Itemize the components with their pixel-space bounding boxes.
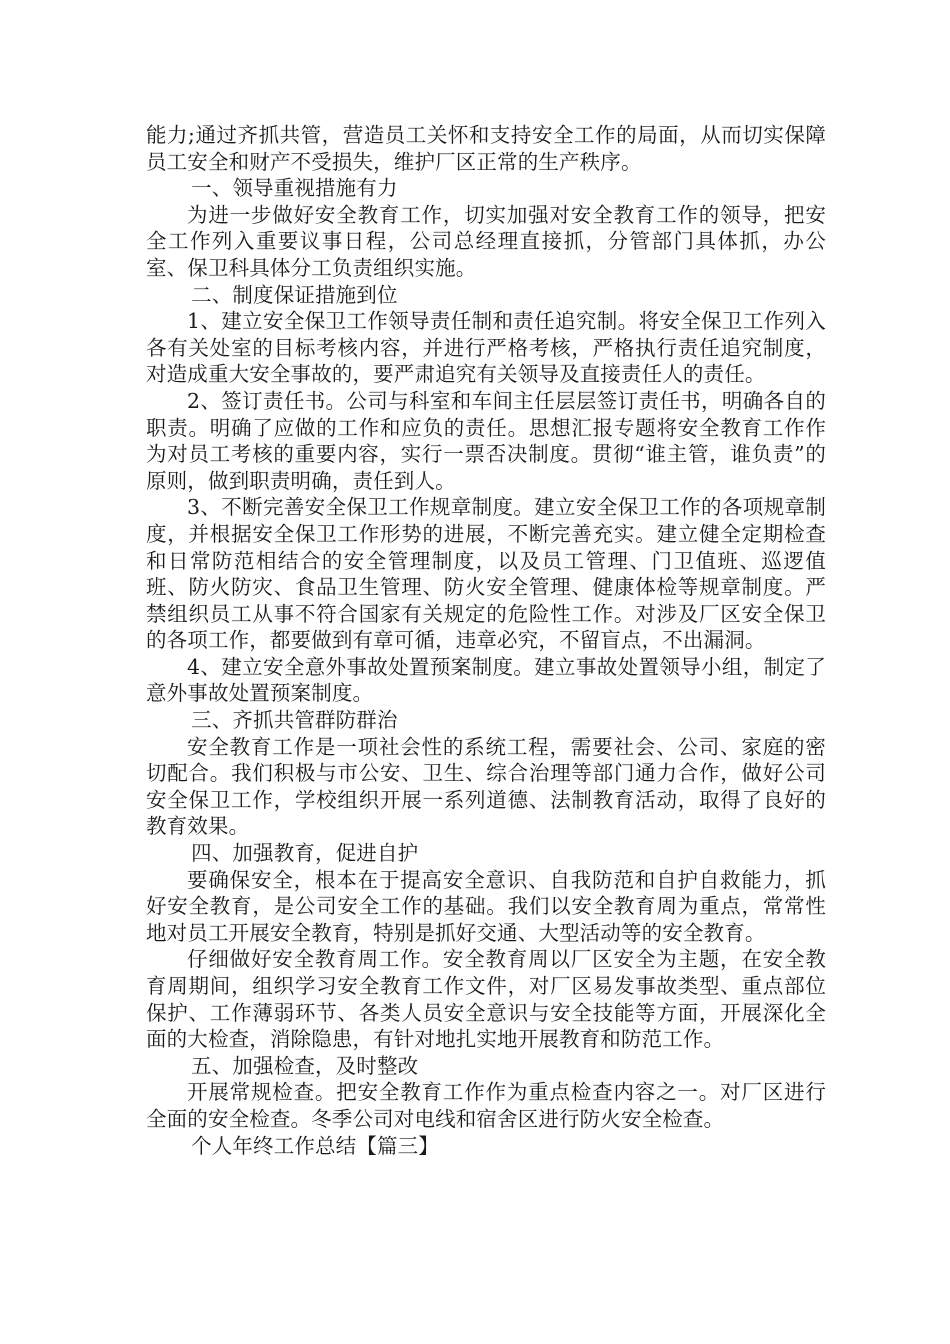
paragraph: 3、不断完善安全保卫工作规章制度。建立安全保卫工作的各项规章制度，并根据安全保卫工作形势的进展，不断完善充实。建立健全定期检查和日常防范相结合的安全管理制度，以及员工管理、门卫值班、巡逻值班、防火防灾、食品卫生管理、防火安全管理、健康体检等规章制度。严禁组织员工从事不符合国家有关规定的危险性工作。对涉及厂区安全保卫的各项工作，都要做到有章可循，违章必究，不留盲点，不出漏洞。	[146, 495, 826, 653]
section-heading-5: 五、加强检查，及时整改	[191, 1053, 419, 1078]
paragraph: 2、签订责任书。公司与科室和车间主任层层签订责任书，明确各自的职责。明确了应做的工作和应负的责任。思想汇报专题将安全教育工作作为对员工考核的重要内容，实行一票否决制度。贯彻“谁主管，谁负责”的原则，做到职责明确，责任到人。	[146, 388, 826, 493]
paragraph: 要确保安全，根本在于提高安全意识、自我防范和自护自救能力，抓好安全教育，是公司安全工作的基础。我们以安全教育周为重点，常常性地对员工开展安全教育，特别是抓好交通、大型活动等的安全教育。	[146, 867, 826, 945]
paragraph: 开展常规检查。把安全教育工作作为重点检查内容之一。对厂区进行全面的安全检查。冬季公司对电线和宿舍区进行防火安全检查。	[146, 1080, 826, 1131]
paragraph: 安全教育工作是一项社会性的系统工程，需要社会、公司、家庭的密切配合。我们积极与市公安、卫生、综合治理等部门通力合作，做好公司安全保卫工作，学校组织开展一系列道德、法制教育活动，取得了良好的教育效果。	[146, 734, 826, 839]
section-heading-1: 一、领导重视措施有力	[191, 176, 398, 201]
section-heading-4: 四、加强教育，促进自护	[191, 841, 419, 866]
paragraph: 仔细做好安全教育周工作。安全教育周以厂区安全为主题，在安全教育周期间，组织学习安全教育工作文件，对厂区易发事故类型、重点部位保护、工作薄弱环节、各类人员安全意识与安全技能等方面，开展深化全面的大检查，消除隐患，有针对地扎实地开展教育和防范工作。	[146, 947, 826, 1052]
paragraph-continuation: 能力;通过齐抓共管，营造员工关怀和支持安全工作的局面，从而切实保障员工安全和财产不受损失，维护厂区正常的生产秩序。	[146, 123, 826, 174]
next-part-title: 个人年终工作总结【篇三】	[191, 1133, 439, 1158]
section-heading-3: 三、齐抓共管群防群治	[191, 708, 398, 733]
paragraph: 4、建立安全意外事故处置预案制度。建立事故处置领导小组，制定了意外事故处置预案制度。	[146, 654, 826, 706]
paragraph: 为进一步做好安全教育工作，切实加强对安全教育工作的领导，把安全工作列入重要议事日程，公司总经理直接抓，分管部门具体抓，办公室、保卫科具体分工负责组织实施。	[146, 202, 826, 280]
document-body	[146, 122, 826, 1159]
paragraph: 1、建立安全保卫工作领导责任制和责任追究制。将安全保卫工作列入各有关处室的目标考核内容，并进行严格考核，严格执行责任追究制度，对造成重大安全事故的，要严肃追究有关领导及直接责任人的责任。	[146, 309, 826, 387]
section-heading-2: 二、制度保证措施到位	[191, 282, 398, 307]
